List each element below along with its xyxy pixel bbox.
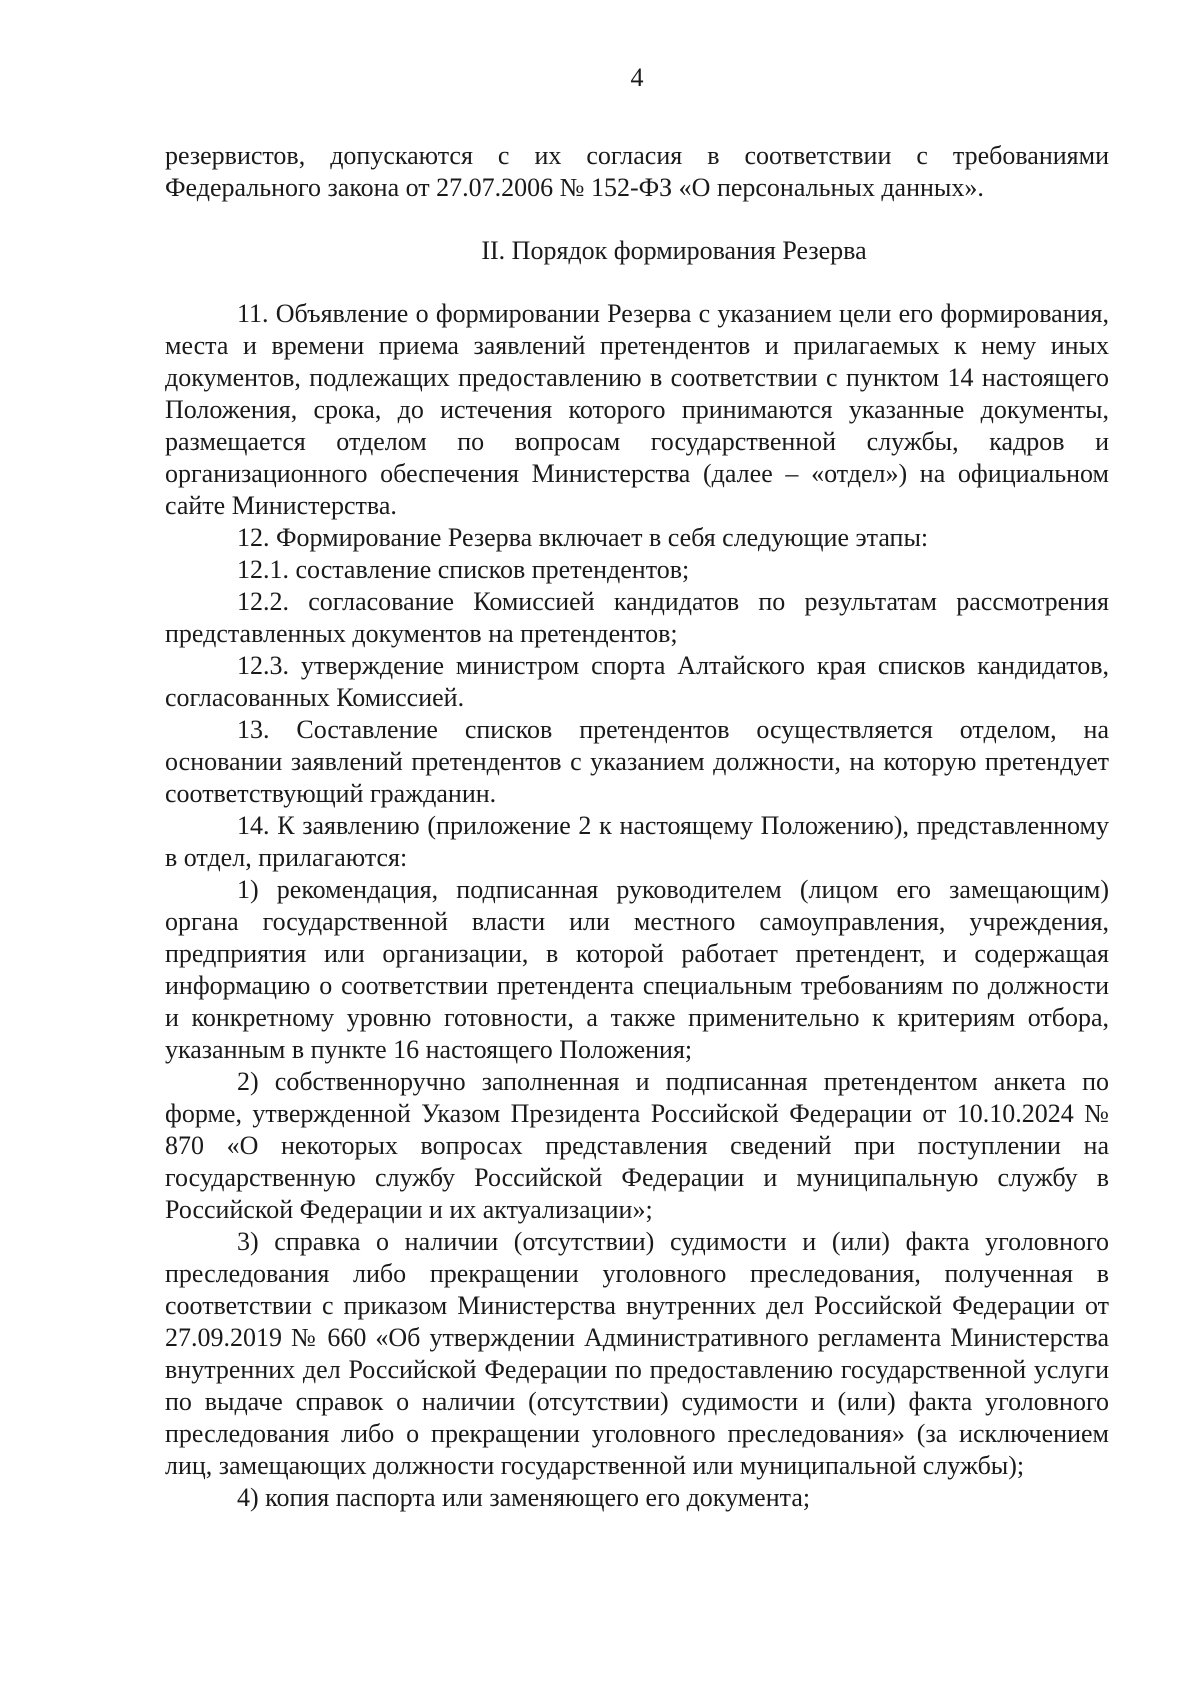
paragraph-13: 13. Составление списков претендентов осуществляется отделом, на основании заявлений претендентов с указанием должности, на которую претендует соответствующий гражданин. [165,715,1109,808]
list-item-1: 1) рекомендация, подписанная руководителем (лицом его замещающим) органа государственной власти или местного самоуправления, учреждения, предприятия или организации, в которой работает претендент, и содержащая информацию о соответствии претендента специальным требованиям по должности и конкретному уровню готовности, а также применительно к критериям отбора, указанным в пункте 16 настоящего Положения; [165,875,1109,1064]
paragraph-14: 14. К заявлению (приложение 2 к настоящему Положению), представленному в отдел, прилагаются: [165,811,1109,872]
list-item-4: 4) копия паспорта или заменяющего его документа; [237,1483,811,1512]
list-item-3: 3) справка о наличии (отсутствии) судимости и (или) факта уголовного преследования либо прекращении уголовного преследования, полученная в соответствии с приказом Министерства внутренних дел Российской Федерации от 27.09.2019 № 660 «Об утверждении Административного регламента Министерства внутренних дел Российской Федерации по предоставлению государственной услуги по выдаче справок о наличии (отсутствии) судимости и (или) факта уголовного преследования либо о прекращении уголовного преследования» (за исключением лиц, замещающих должности государственной или муниципальной службы); [165,1227,1109,1480]
document-body [165,140,1109,1514]
continuation-paragraph: резервистов, допускаются с их согласия в соответствии с требованиями Федерального закона от 27.07.2006 № 152-ФЗ «О персональных данных». [165,141,1109,202]
paragraph-12-2: 12.2. согласование Комиссией кандидатов по результатам рассмотрения представленных документов на претендентов; [165,587,1109,648]
paragraph-11: 11. Объявление о формировании Резерва с указанием цели его формирования, места и времени приема заявлений претендентов и прилагаемых к нему иных документов, подлежащих предоставлению в соответствии с пунктом 14 настоящего Положения, срока, до истечения которого принимаются указанные документы, размещается отделом по вопросам государственной службы, кадров и организационного обеспечения Министерства (далее – «отдел») на официальном сайте Министерства. [165,299,1109,520]
paragraph-12-3: 12.3. утверждение министром спорта Алтайского края списков кандидатов, согласованных Комиссией. [165,651,1109,712]
list-item-2: 2) собственноручно заполненная и подписанная претендентом анкета по форме, утвержденной Указом Президента Российской Федерации от 10.10.2024 № 870 «О некоторых вопросах представления сведений при поступлении на государственную службу Российской Федерации и муниципальную службу в Российской Федерации и их актуализации»; [165,1067,1109,1224]
paragraph-12: 12. Формирование Резерва включает в себя следующие этапы: [237,523,929,552]
section-heading: II. Порядок формирования Резерва [481,236,867,265]
page-number: 4 [630,63,644,92]
paragraph-12-1: 12.1. составление списков претендентов; [237,555,690,584]
